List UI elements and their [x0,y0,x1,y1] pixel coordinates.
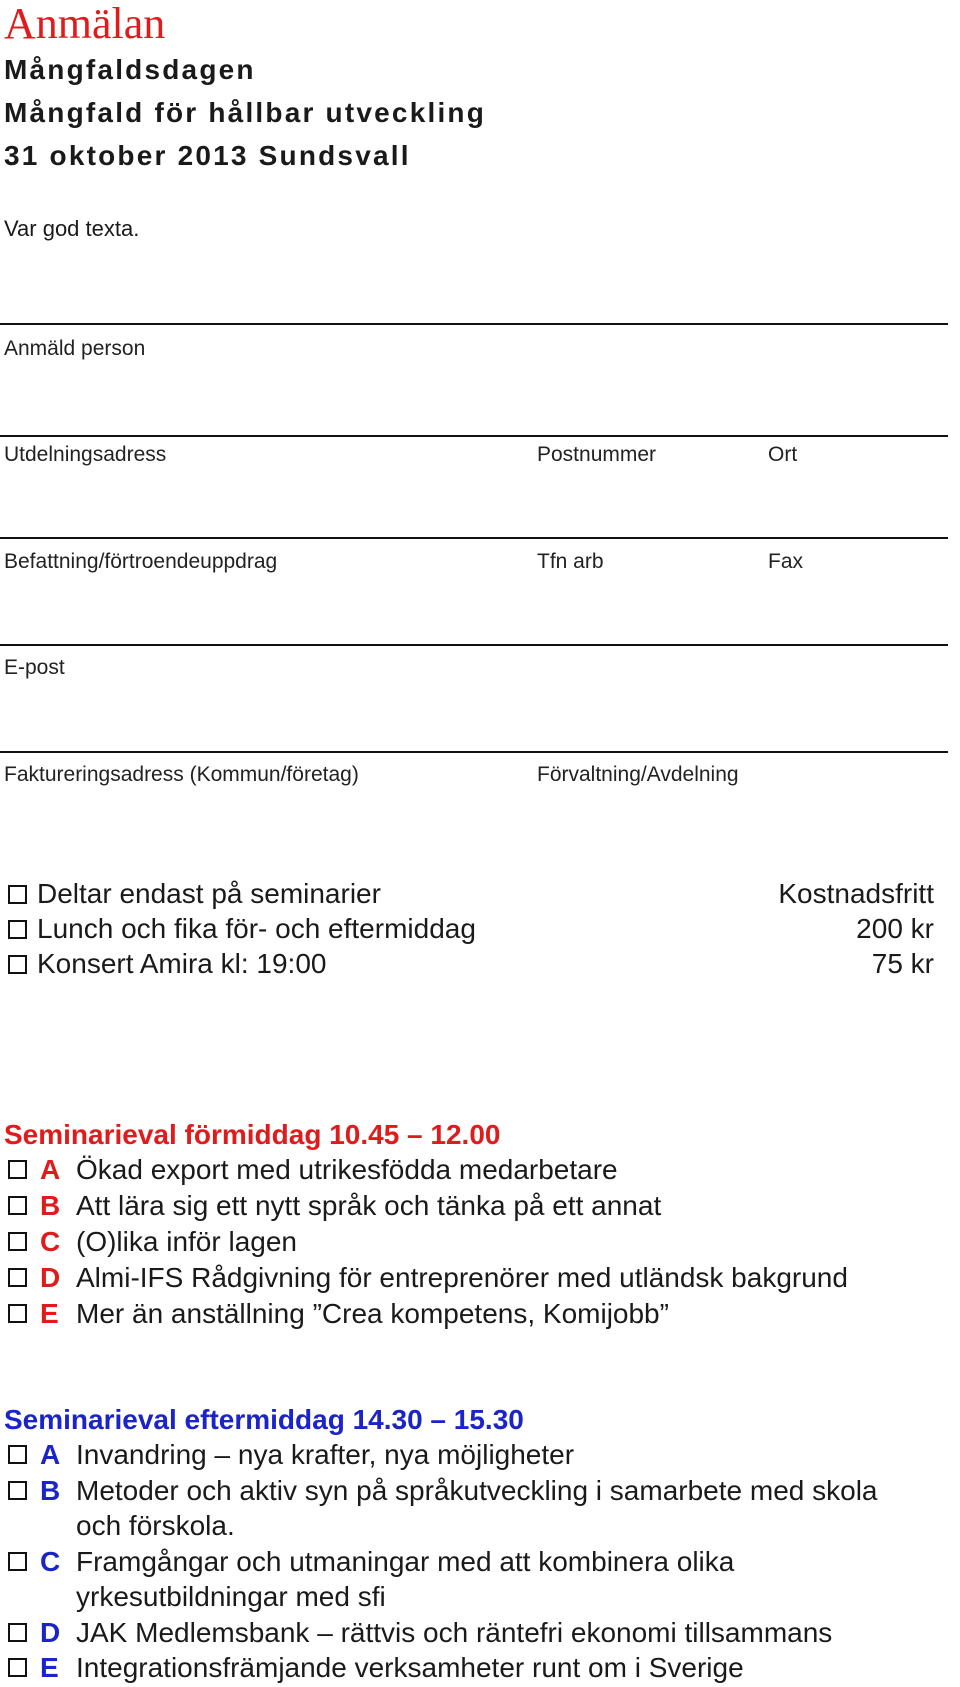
option-price: 75 kr [871,948,934,979]
checkbox[interactable] [8,1445,27,1464]
label-postcode: Postnummer [537,443,657,466]
afternoon-heading: Seminarieval eftermiddag 14.30 – 15.30 [4,1404,524,1435]
person-line[interactable] [0,323,948,325]
event-date-place: 31 oktober 2013 Sundsvall [4,140,411,171]
item-letter: E [40,1652,59,1683]
item-text: Att lära sig ett nytt språk och tänka på ett annat [76,1190,662,1221]
item-letter: E [40,1298,59,1329]
checkbox[interactable] [8,1304,27,1323]
instruction-text: Var god texta. [4,216,140,241]
item-letter: A [40,1154,61,1185]
label-position: Befattning/förtroendeuppdrag [4,550,278,573]
checkbox[interactable] [8,1268,27,1287]
billing-line[interactable] [0,751,948,753]
position-line[interactable] [0,537,948,539]
checkbox[interactable] [8,955,27,974]
item-text-cont: yrkesutbildningar med sfi [76,1581,386,1612]
option-label: Deltar endast på seminarier [37,878,381,909]
page-title: Anmälan [4,0,166,48]
label-department: Förvaltning/Avdelning [537,763,739,786]
label-person: Anmäld person [4,337,146,360]
checkbox[interactable] [8,1160,27,1179]
item-text: JAK Medlemsbank – rättvis och räntefri ekonomi tillsammans [76,1617,833,1648]
option-price: 200 kr [856,913,934,944]
item-letter: A [40,1439,61,1470]
option-concert[interactable] [8,948,326,980]
item-text: Mer än anställning ”Crea kompetens, Komijobb” [76,1298,669,1329]
item-letter: C [40,1226,61,1257]
email-line[interactable] [0,644,948,646]
event-theme: Mångfald för hållbar utveckling [4,97,487,128]
item-letter: B [40,1190,61,1221]
morning-heading: Seminarieval förmiddag 10.45 – 12.00 [4,1119,501,1150]
label-phone: Tfn arb [537,550,604,573]
item-text: Invandring – nya krafter, nya möjligheter [76,1439,575,1470]
option-price: Kostnadsfritt [778,878,934,909]
checkbox[interactable] [8,1552,27,1571]
item-text: Almi-IFS Rådgivning för entreprenörer med utländsk bakgrund [76,1262,848,1293]
option-seminars[interactable] [8,878,381,910]
label-address: Utdelningsadress [4,443,167,466]
item-text: Ökad export med utrikesfödda medarbetare [76,1154,618,1185]
item-text-cont: och förskola. [76,1510,235,1541]
item-text: (O)lika inför lagen [76,1226,297,1257]
item-letter: D [40,1617,61,1648]
checkbox[interactable] [8,1623,27,1642]
event-name: Mångfaldsdagen [4,54,256,85]
item-text: Integrationsfrämjande verksamheter runt om i Sverige [76,1652,744,1683]
address-line[interactable] [0,435,948,437]
item-letter: B [40,1475,61,1506]
option-label: Lunch och fika för- och eftermiddag [37,913,476,944]
checkbox[interactable] [8,1481,27,1500]
item-letter: C [40,1546,61,1577]
checkbox[interactable] [8,1658,27,1677]
label-fax: Fax [768,550,804,573]
checkbox[interactable] [8,1196,27,1215]
label-billing: Faktureringsadress (Kommun/företag) [4,763,359,786]
option-lunch[interactable] [8,913,476,945]
item-letter: D [40,1262,61,1293]
item-text: Metoder och aktiv syn på språkutveckling i samarbete med skola [76,1475,878,1506]
checkbox[interactable] [8,920,27,939]
item-text: Framgångar och utmaningar med att kombinera olika [76,1546,735,1577]
checkbox[interactable] [8,1232,27,1251]
checkbox[interactable] [8,885,27,904]
option-label: Konsert Amira kl: 19:00 [37,948,327,979]
label-email: E-post [4,656,65,679]
label-city: Ort [768,443,798,466]
